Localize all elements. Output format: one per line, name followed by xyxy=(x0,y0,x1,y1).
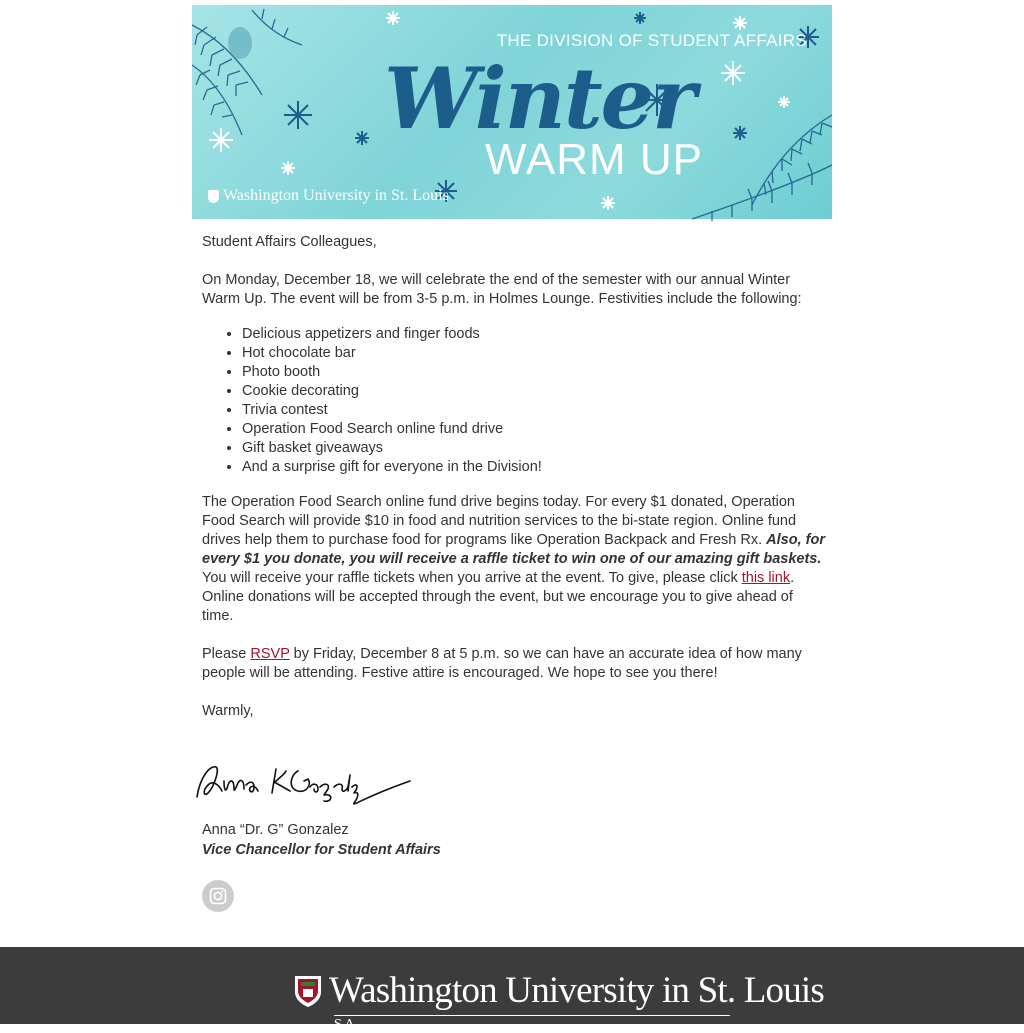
activities-list xyxy=(202,325,826,477)
rsvp-paragraph xyxy=(202,645,826,683)
list-item: • Trivia contest xyxy=(242,401,826,420)
rsvp-link[interactable]: RSVP xyxy=(250,646,290,662)
banner-title: Winter xyxy=(384,49,695,148)
rsvp-text-1: Please xyxy=(202,646,251,662)
list-item: • Delicious appetizers and finger foods xyxy=(242,325,826,344)
banner-subtitle: WARM UP xyxy=(485,135,704,184)
instagram-link[interactable] xyxy=(202,880,234,912)
footer-subtitle: S A xyxy=(334,1017,355,1032)
closing: Warmly, xyxy=(202,703,254,719)
footer-divider xyxy=(334,1015,730,1016)
fund-drive-paragraph xyxy=(202,493,826,626)
signer-title: Vice Chancellor for Student Affairs xyxy=(202,842,441,858)
list-item: • Cookie decorating xyxy=(242,382,826,401)
banner-division-text: THE DIVISION OF STUDENT AFFAIRS xyxy=(496,31,807,50)
university-shield-icon xyxy=(208,190,219,203)
raffle-highlight: Also, for every $1 you donate, you will receive a raffle ticket to win one of our amazing gift baskets. xyxy=(202,532,825,567)
fund-text-2: You will receive your raffle tickets when you arrive at the event. To give, please click xyxy=(202,570,742,586)
fund-text-1: The Operation Food Search online fund drive begins today. For every $1 donated, Operation Food Search will provide $10 in food and nutrition services to the bi-state region. Online fund drives help them to purchase food for programs like Operation Backpack and Fresh Rx. xyxy=(202,494,797,548)
intro-paragraph: On Monday, December 18, we will celebrate the end of the semester with our annual Winter Warm Up. The event will be from 3-5 p.m. in Holmes Lounge. Festivities include the following: xyxy=(202,272,802,307)
footer-logo xyxy=(293,971,824,1011)
banner-university-logo xyxy=(208,187,449,205)
list-item: • Gift basket giveaways xyxy=(242,439,826,458)
signer-name: Anna “Dr. G” Gonzalez xyxy=(202,822,349,838)
list-item: • Photo booth xyxy=(242,363,826,382)
header-banner xyxy=(192,5,832,219)
university-shield-icon xyxy=(293,974,323,1008)
banner-university-name: Washington University in St. Louis xyxy=(223,187,449,204)
donation-link[interactable]: this link xyxy=(741,570,791,586)
greeting: Student Affairs Colleagues, xyxy=(202,234,377,250)
list-item: • Operation Food Search online fund drive xyxy=(242,420,826,439)
footer xyxy=(0,947,1024,1032)
list-item: • Hot chocolate bar xyxy=(242,344,826,363)
instagram-icon xyxy=(209,887,227,905)
rsvp-text-2: by Friday, December 8 at 5 p.m. so we can have an accurate idea of how many people will be attending. Festive attire is encouraged. We hope to see you there! xyxy=(202,646,802,681)
email-body xyxy=(202,233,826,721)
signature-image xyxy=(194,757,416,809)
fund-text-3: . Online donations will be accepted through the event, but we encourage you to give ahead of time. xyxy=(202,570,795,624)
footer-university-name: Washington University in St. Louis xyxy=(329,970,825,1011)
list-item: • And a surprise gift for everyone in the Division! xyxy=(242,458,826,477)
